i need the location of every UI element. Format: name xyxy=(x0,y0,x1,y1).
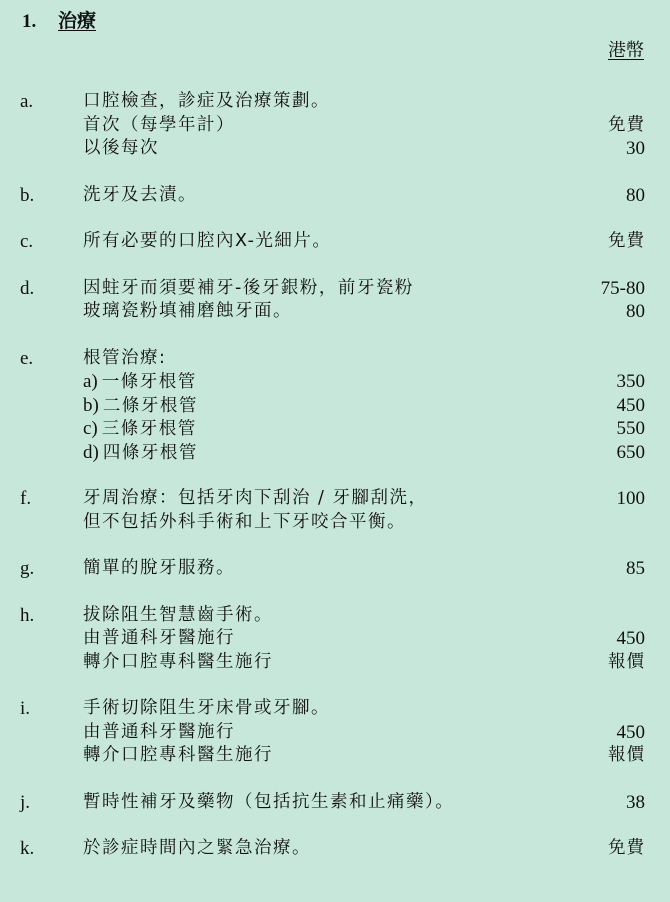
treatment-description xyxy=(83,300,292,324)
treatment-description xyxy=(83,721,235,745)
sub-item-marker: d) xyxy=(83,441,99,463)
sub-item-marker: c) xyxy=(83,418,98,439)
description-text: 一條牙根管 xyxy=(101,372,197,392)
description-text: 轉介口腔專科醫生施行 xyxy=(83,651,273,672)
treatment-item xyxy=(0,697,670,768)
treatment-line xyxy=(0,744,670,768)
description-text: 但不包括外科手術和上下牙咬合平衡。 xyxy=(83,511,406,532)
treatment-line xyxy=(0,277,670,301)
description-text: 以後每次 xyxy=(83,138,159,158)
treatment-line xyxy=(0,627,670,651)
fee-value: 450 xyxy=(616,721,645,743)
treatment-line xyxy=(0,137,670,161)
fee-value: 450 xyxy=(616,628,645,649)
fee-value: 報價 xyxy=(608,745,645,765)
fee-value: 38 xyxy=(626,791,645,813)
description-text: 根管治療: xyxy=(83,347,167,368)
description-text: 由普通科牙醫施行 xyxy=(83,721,235,742)
treatment-item xyxy=(0,604,670,675)
treatment-description xyxy=(83,791,454,815)
description-text: 因蛀牙而須要補牙-後牙銀粉，前牙瓷粉 xyxy=(83,277,414,298)
treatment-item xyxy=(0,347,670,465)
item-letter: e. xyxy=(20,347,34,369)
treatment-description xyxy=(83,487,428,511)
treatment-item xyxy=(0,184,670,208)
item-letter: h. xyxy=(20,604,35,626)
fee-value: 650 xyxy=(616,441,645,463)
treatment-line xyxy=(0,300,670,324)
treatment-item xyxy=(0,791,670,815)
item-letter: c. xyxy=(20,231,34,252)
treatment-description xyxy=(83,90,330,114)
section-title: 治療 xyxy=(58,10,97,32)
treatment-list xyxy=(0,90,670,884)
description-text: 四條牙根管 xyxy=(102,442,198,463)
treatment-description xyxy=(83,370,197,395)
description-text: 口腔檢查，診症及治療策劃。 xyxy=(83,91,330,111)
treatment-description xyxy=(83,394,198,419)
treatment-line xyxy=(0,604,670,628)
treatment-line xyxy=(0,370,670,394)
treatment-description xyxy=(83,511,406,535)
fee-value: 100 xyxy=(616,488,645,509)
treatment-description xyxy=(83,114,235,138)
treatment-description xyxy=(83,557,235,581)
section-number: 1. xyxy=(22,11,37,32)
treatment-item xyxy=(0,837,670,861)
currency-label: 港幣 xyxy=(608,40,644,61)
treatment-line xyxy=(0,441,670,465)
treatment-description xyxy=(83,347,166,371)
description-text: 暫時性補牙及藥物（包括抗生素和止痛藥）。 xyxy=(83,791,455,812)
description-text: 玻璃瓷粉填補磨蝕牙面。 xyxy=(83,301,292,321)
treatment-item xyxy=(0,277,670,324)
fee-value: 免費 xyxy=(608,231,645,251)
treatment-line xyxy=(0,557,670,581)
treatment-description xyxy=(83,604,273,628)
treatment-item xyxy=(0,230,670,254)
treatment-line xyxy=(0,184,670,208)
treatment-description xyxy=(83,651,273,675)
treatment-line xyxy=(0,394,670,418)
fee-value: 80 xyxy=(626,301,645,322)
treatment-description xyxy=(83,697,330,721)
sub-item-marker: b) xyxy=(83,394,99,416)
treatment-line xyxy=(0,791,670,815)
treatment-description xyxy=(83,627,235,651)
item-letter: f. xyxy=(20,488,32,509)
description-text: 拔除阻生智慧齒手術。 xyxy=(83,604,273,625)
fee-value: 450 xyxy=(616,394,645,416)
treatment-line xyxy=(0,837,670,861)
treatment-line xyxy=(0,90,670,114)
treatment-description xyxy=(83,837,311,861)
treatment-line xyxy=(0,347,670,371)
treatment-description xyxy=(83,277,414,301)
description-text: 三條牙根管 xyxy=(101,419,197,439)
description-text: 簡單的脫牙服務。 xyxy=(83,558,235,578)
treatment-description xyxy=(83,441,198,466)
treatment-line xyxy=(0,417,670,441)
treatment-description xyxy=(83,744,273,768)
item-letter: g. xyxy=(20,558,35,579)
treatment-description xyxy=(83,184,197,208)
description-text: 洗牙及去漬。 xyxy=(83,184,197,205)
description-text: 於診症時間內之緊急治療。 xyxy=(83,838,311,858)
treatment-item xyxy=(0,90,670,161)
item-letter: b. xyxy=(20,184,35,206)
fee-value: 550 xyxy=(616,418,645,439)
treatment-line xyxy=(0,487,670,511)
treatment-item xyxy=(0,557,670,581)
sub-item-marker: a) xyxy=(83,371,98,392)
treatment-description xyxy=(83,230,331,254)
section-heading xyxy=(22,6,96,33)
item-letter: j. xyxy=(20,791,31,813)
treatment-line xyxy=(0,114,670,138)
fee-value: 75-80 xyxy=(600,277,645,299)
description-text: 由普通科牙醫施行 xyxy=(83,628,235,648)
item-letter: a. xyxy=(20,91,34,112)
treatment-item xyxy=(0,487,670,534)
treatment-line xyxy=(0,721,670,745)
fee-value: 350 xyxy=(616,371,645,392)
description-text: 首次（每學年計） xyxy=(83,114,235,135)
item-letter: d. xyxy=(20,277,35,299)
fee-value: 免費 xyxy=(608,838,645,858)
treatment-description xyxy=(83,417,197,442)
fee-value: 30 xyxy=(626,138,645,159)
description-text: 手術切除阻生牙床骨或牙腳。 xyxy=(83,698,330,718)
description-text: 牙周治療：包括牙肉下刮治 / 牙腳刮洗， xyxy=(83,488,428,508)
treatment-line xyxy=(0,697,670,721)
description-text: 轉介口腔專科醫生施行 xyxy=(83,745,273,765)
treatment-description xyxy=(83,137,159,161)
item-letter: k. xyxy=(20,838,35,859)
description-text: 所有必要的口腔內X-光細片。 xyxy=(83,231,332,251)
description-text: 二條牙根管 xyxy=(102,395,198,416)
fee-value: 85 xyxy=(626,558,645,579)
treatment-line xyxy=(0,230,670,254)
fee-value: 80 xyxy=(626,184,645,206)
treatment-line xyxy=(0,511,670,535)
treatment-line xyxy=(0,651,670,675)
item-letter: i. xyxy=(20,698,31,719)
fee-value: 報價 xyxy=(608,651,645,672)
fee-value: 免費 xyxy=(608,114,645,135)
